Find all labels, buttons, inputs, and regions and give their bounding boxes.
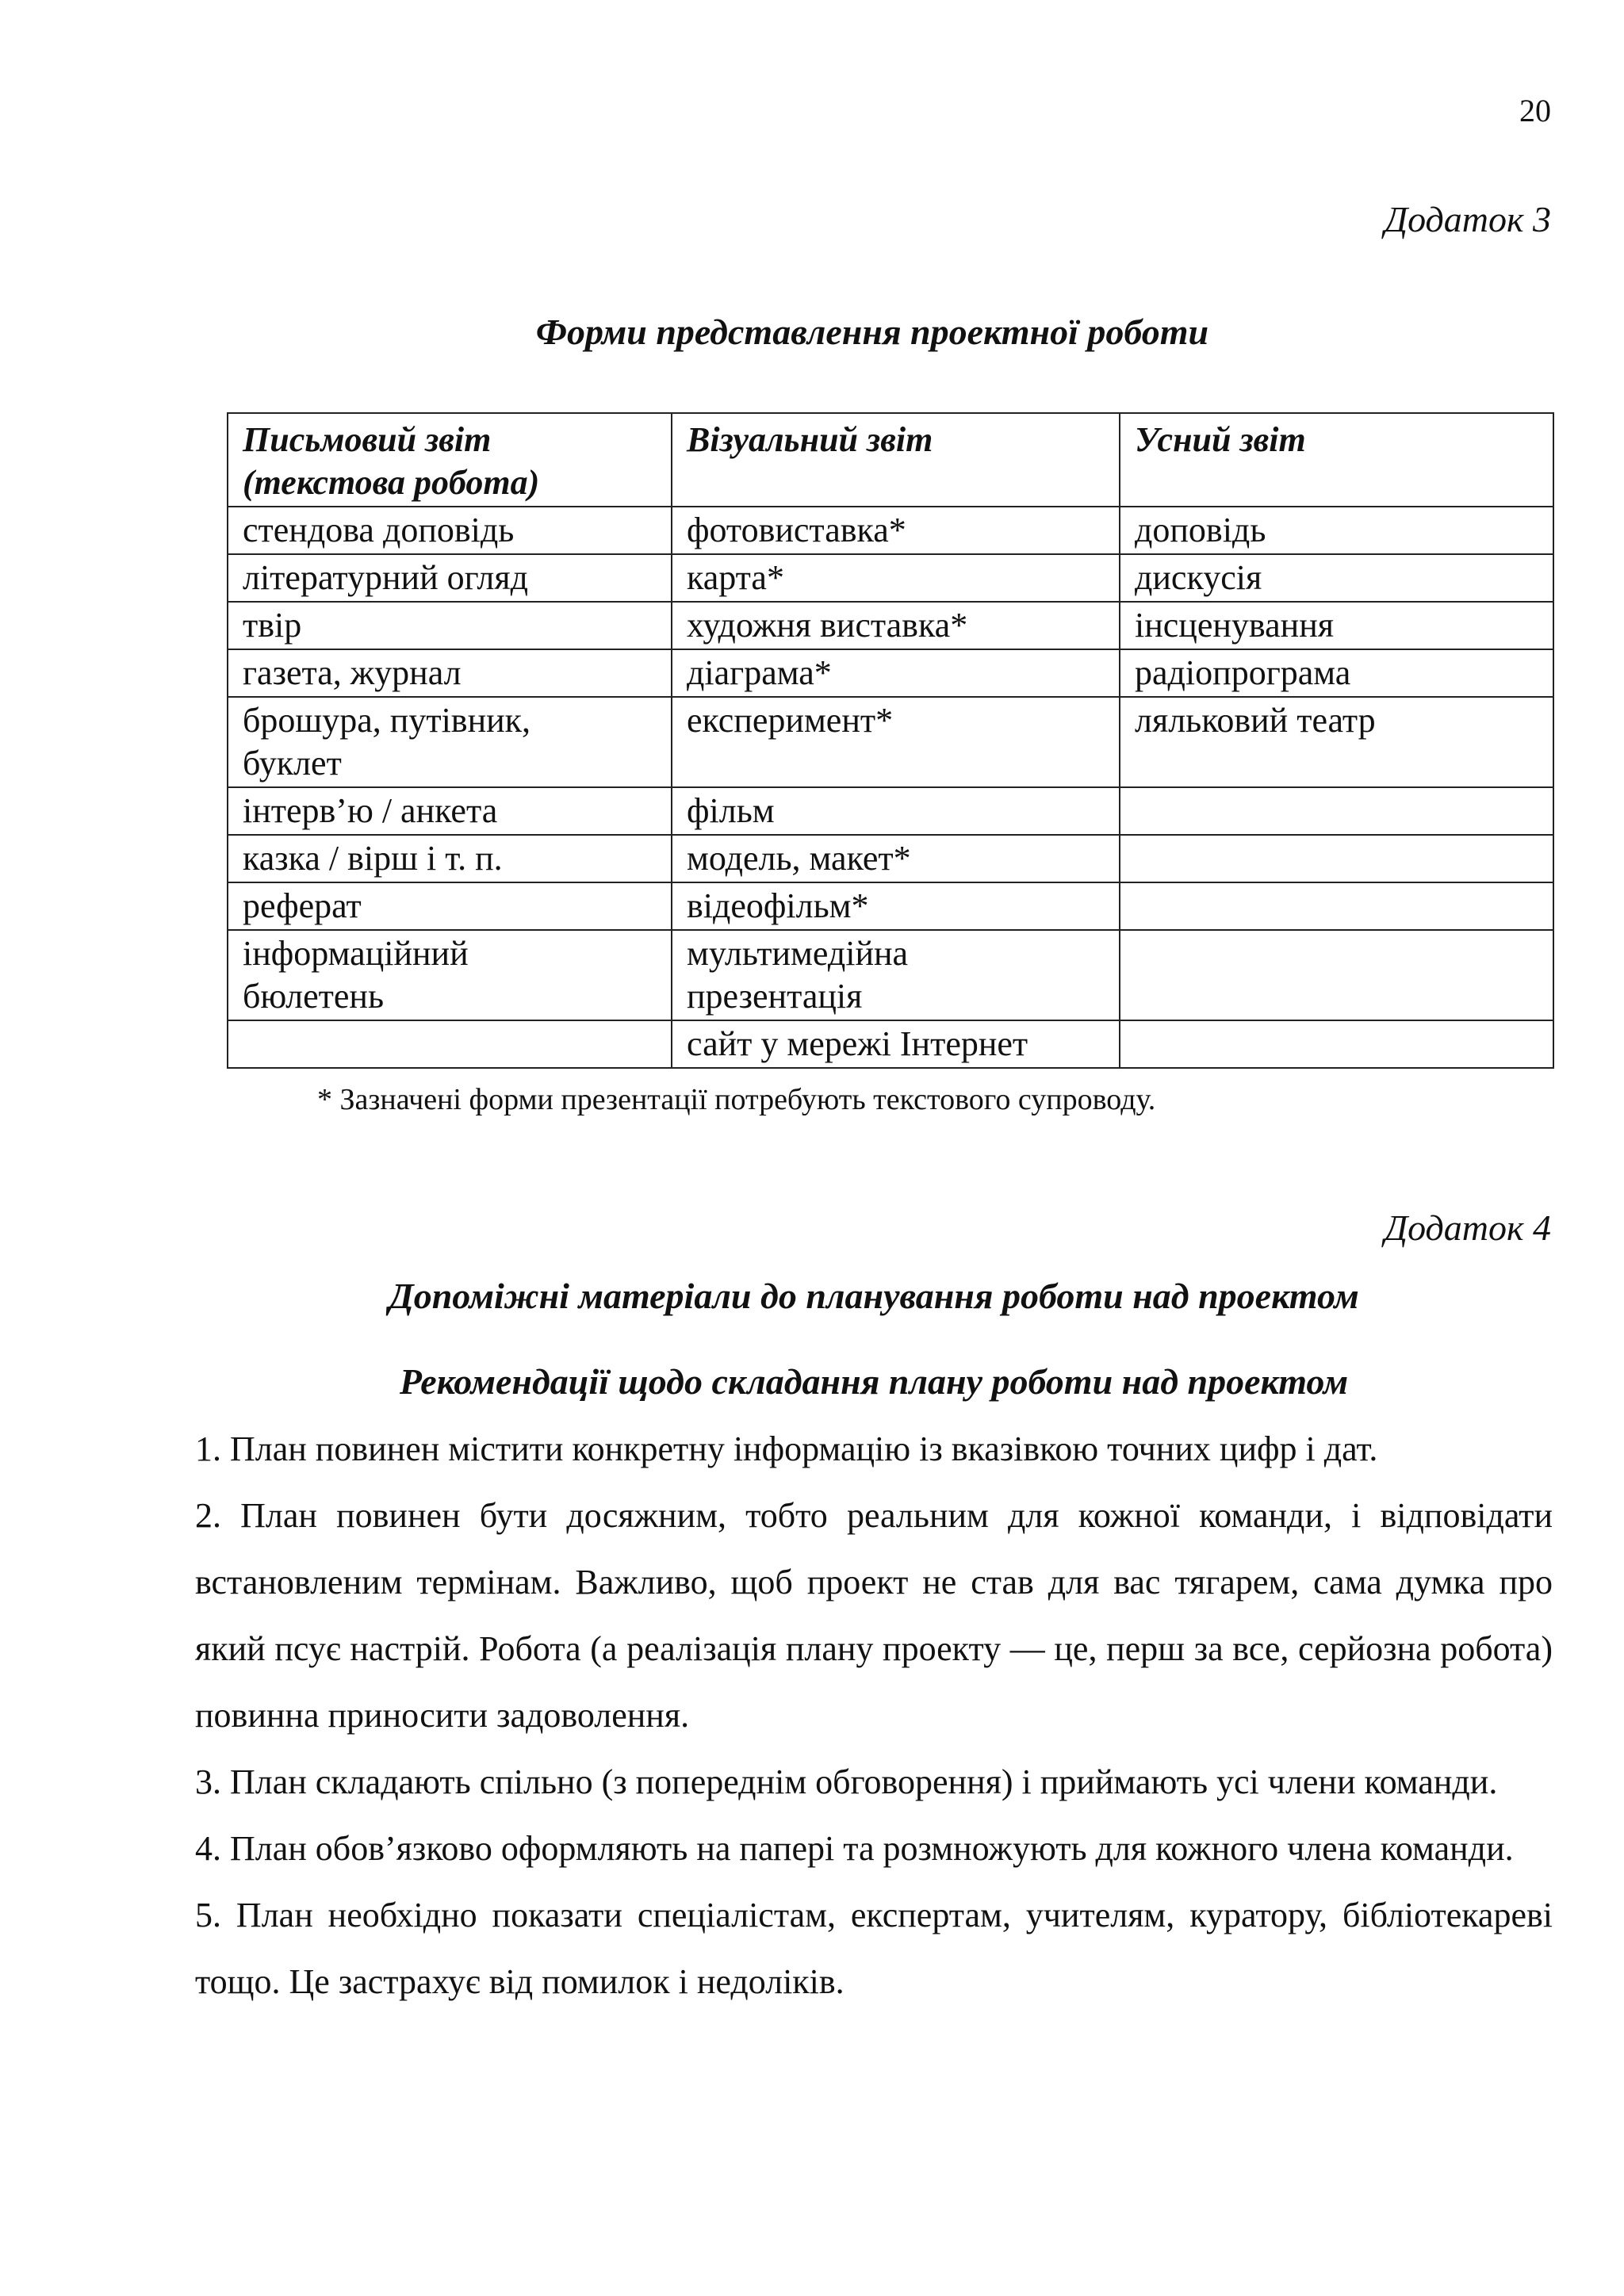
forms-title: Форми представлення проектної роботи xyxy=(535,312,1209,352)
table-cell-written xyxy=(228,1020,672,1068)
table-cell-written xyxy=(228,697,672,787)
recommendations-list xyxy=(195,1416,1553,2015)
table-cell-oral xyxy=(1120,787,1553,835)
cell-text: казка / вірш і т. п. xyxy=(243,839,503,878)
cell-text: відеофільм* xyxy=(687,886,869,925)
header-written-report-line2: (текстова робота) xyxy=(243,463,540,502)
table-cell-visual xyxy=(672,835,1120,882)
table-cell-written xyxy=(228,554,672,602)
cell-text: модель, макет* xyxy=(687,839,911,878)
recommendation-item: 4. План обов’язково оформляють на папері та розмножують для кожного члена команди. xyxy=(195,1829,1514,1868)
table-row xyxy=(228,649,1553,697)
table-cell-written xyxy=(228,649,672,697)
cell-text: презентація xyxy=(687,977,863,1016)
page-number: 20 xyxy=(1519,93,1551,128)
header-written-report xyxy=(228,413,672,507)
table-cell-oral xyxy=(1120,554,1553,602)
table-row xyxy=(228,602,1553,649)
table-row xyxy=(228,787,1553,835)
table-row xyxy=(228,882,1553,930)
cell-text: інформаційний xyxy=(243,934,469,973)
table-cell-visual xyxy=(672,697,1120,787)
table-cell-written xyxy=(228,507,672,554)
cell-text: ляльковий театр xyxy=(1135,701,1376,740)
cell-text: доповідь xyxy=(1135,511,1266,549)
table-row xyxy=(228,835,1553,882)
cell-text: твір xyxy=(243,606,302,645)
cell-text: художня виставка* xyxy=(687,606,968,645)
table-row xyxy=(228,1020,1553,1068)
table-cell-written xyxy=(228,602,672,649)
cell-text: реферат xyxy=(243,886,362,925)
cell-text: літературний огляд xyxy=(243,558,529,597)
presentation-forms-table xyxy=(227,412,1554,1069)
table-cell-oral xyxy=(1120,507,1553,554)
recommendation-item: 1. План повинен містити конкретну інформацію із вказівкою точних цифр і дат. xyxy=(195,1429,1378,1468)
recommendation-item: 2. План повинен бути досяжним, тобто реальним для кожної команди, і відповідати встановленим термінам. Важливо, щоб проект не став для вас тягарем, сама думка про який псує настрій. Робота (а реалізація плану проекту — це, перш за все, серйозна робота) повинна приносити задоволення. xyxy=(195,1496,1553,1735)
table-footnote: * Зазначені форми презентації потребують текстового супроводу. xyxy=(317,1083,1156,1116)
cell-text: газета, журнал xyxy=(243,653,462,692)
table-cell-visual xyxy=(672,882,1120,930)
header-oral-report xyxy=(1120,413,1553,507)
cell-text: стендова доповідь xyxy=(243,511,515,549)
cell-text: бюлетень xyxy=(243,977,385,1016)
cell-text: інтерв’ю / анкета xyxy=(243,791,498,830)
table-cell-visual xyxy=(672,554,1120,602)
cell-text: сайт у мережі Інтернет xyxy=(687,1024,1028,1063)
recommendations-title: Рекомендації щодо складання плану роботи над проектом xyxy=(399,1361,1349,1402)
table-cell-visual xyxy=(672,1020,1120,1068)
table-cell-oral xyxy=(1120,1020,1553,1068)
cell-text: карта* xyxy=(687,558,784,597)
cell-text: фотовиставка* xyxy=(687,511,906,549)
table-cell-written xyxy=(228,787,672,835)
table-cell-oral xyxy=(1120,882,1553,930)
table-cell-written xyxy=(228,882,672,930)
table-body xyxy=(228,507,1553,1068)
table-cell-oral xyxy=(1120,697,1553,787)
table-cell-visual xyxy=(672,787,1120,835)
header-written-report-line1: Письмовий звіт xyxy=(243,420,492,459)
header-oral-report-line1: Усний звіт xyxy=(1135,420,1306,459)
table-cell-oral xyxy=(1120,930,1553,1020)
recommendation-item: 3. План складають спільно (з попереднім обговорення) і приймають усі члени команди. xyxy=(195,1762,1498,1801)
cell-text: фільм xyxy=(687,791,775,830)
cell-text: дискусія xyxy=(1135,558,1262,597)
table-cell-oral xyxy=(1120,835,1553,882)
table-cell-written xyxy=(228,835,672,882)
cell-text: інсценування xyxy=(1135,606,1334,645)
table-header-row xyxy=(228,413,1553,507)
table-row xyxy=(228,507,1553,554)
cell-text: брошура, путівник, xyxy=(243,701,531,740)
table-cell-written xyxy=(228,930,672,1020)
table-cell-visual xyxy=(672,507,1120,554)
table-cell-oral xyxy=(1120,649,1553,697)
appendix-3-label: Додаток 3 xyxy=(1384,199,1551,239)
header-visual-report xyxy=(672,413,1120,507)
cell-text: мультимедійна xyxy=(687,934,909,973)
appendix-4-label: Додаток 4 xyxy=(1384,1207,1551,1248)
header-visual-report-line1: Візуальний звіт xyxy=(687,420,933,459)
cell-text: радіопрограма xyxy=(1135,653,1351,692)
cell-text: буклет xyxy=(243,744,342,783)
cell-text: експеримент* xyxy=(687,701,894,740)
table-row xyxy=(228,930,1553,1020)
table-row xyxy=(228,697,1553,787)
table-cell-visual xyxy=(672,602,1120,649)
table-row xyxy=(228,554,1553,602)
recommendation-item: 5. План необхідно показати спеціалістам, експертам, учителям, куратору, бібліотекареві тощо. Це застрахує від помилок і недоліків. xyxy=(195,1896,1553,2001)
materials-title: Допоміжні матеріали до планування роботи над проектом xyxy=(389,1276,1359,1316)
table-cell-visual xyxy=(672,930,1120,1020)
table-cell-oral xyxy=(1120,602,1553,649)
cell-text: діаграма* xyxy=(687,653,832,692)
table-cell-visual xyxy=(672,649,1120,697)
